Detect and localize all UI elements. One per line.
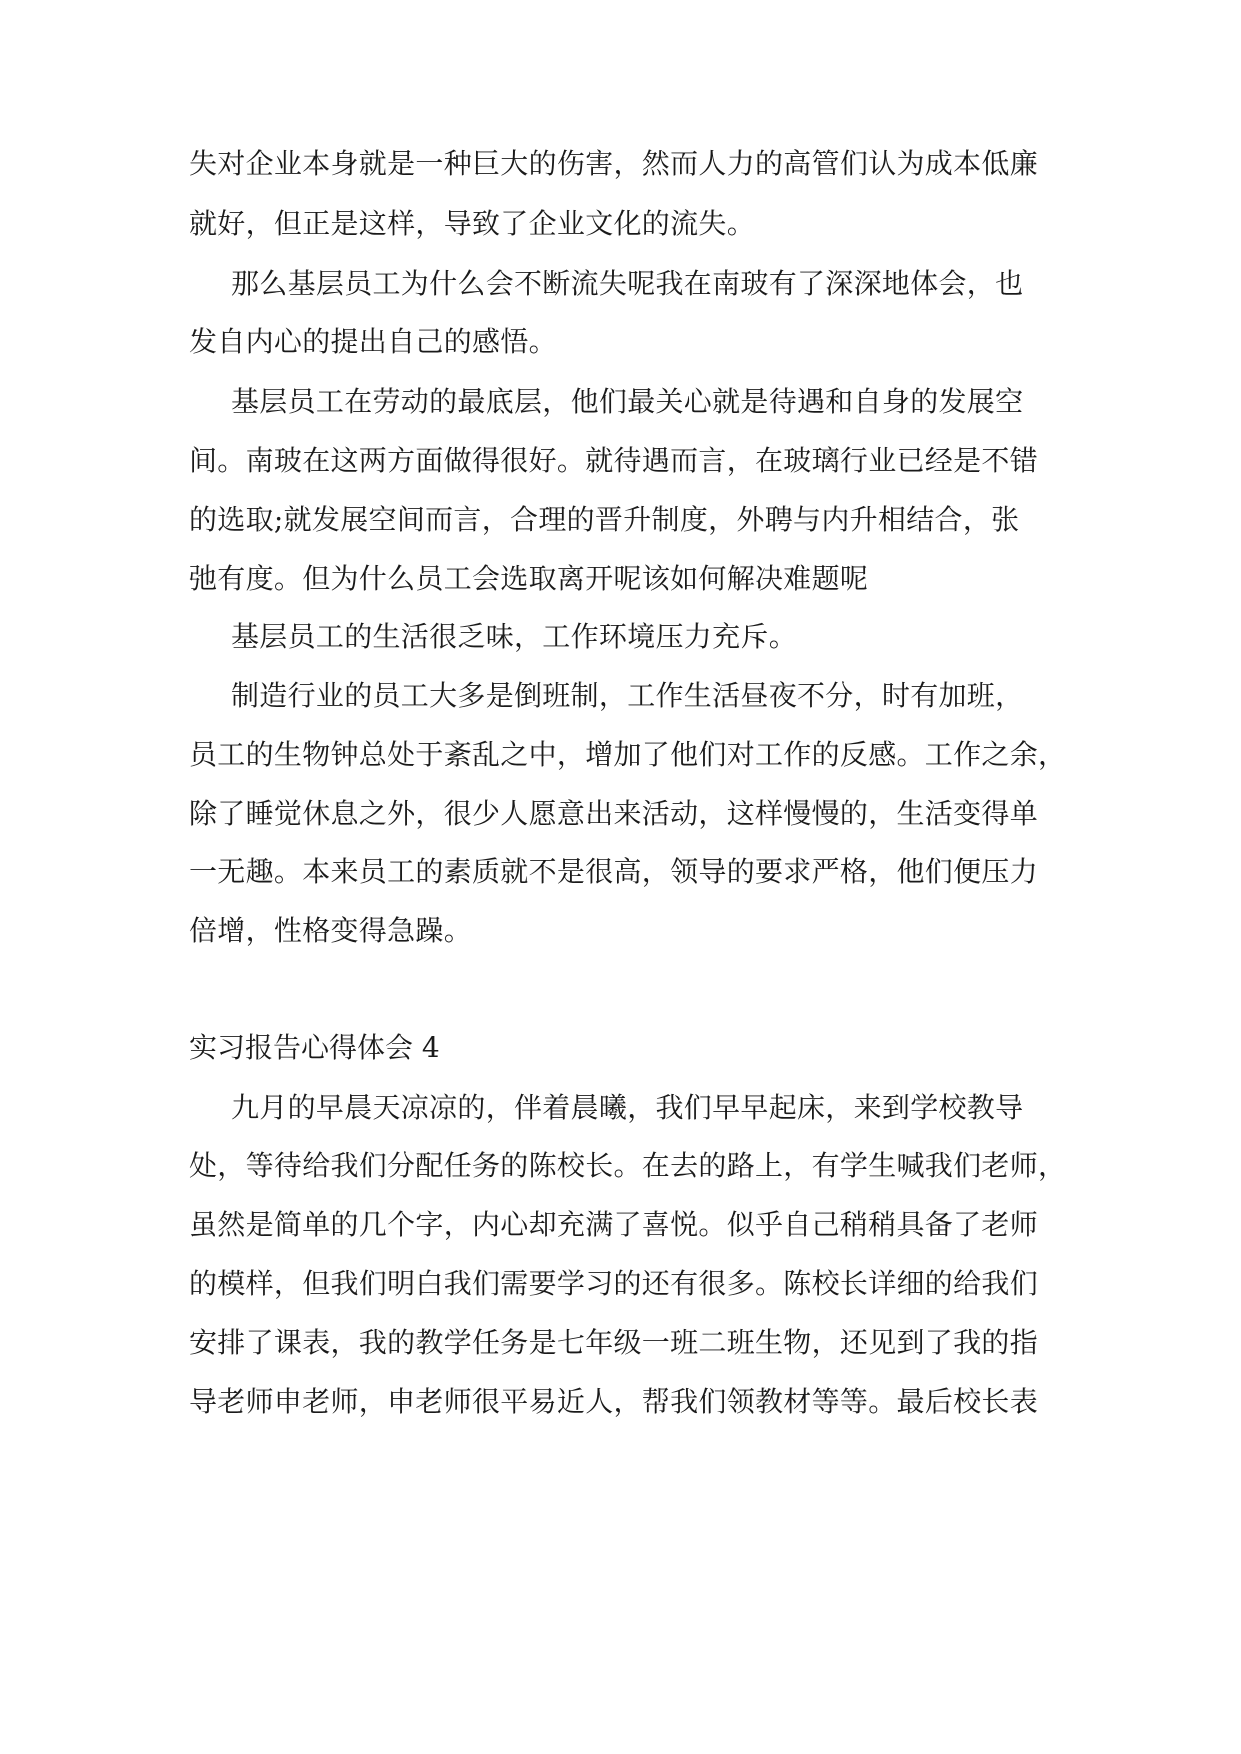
paragraph-line: 就好，但正是这样，导致了企业文化的流失。 (189, 207, 756, 240)
paragraph-line: 导老师申老师，申老师很平易近人，帮我们领教材等等。最后校长表 (189, 1385, 1039, 1418)
paragraph-line: 处，等待给我们分配任务的陈校长。在去的路上，有学生喊我们老师， (189, 1149, 1067, 1182)
paragraph-line: 那么基层员工为什么会不断流失呢我在南玻有了深深地体会，也 (231, 267, 1024, 300)
paragraph-line: 失对企业本身就是一种巨大的伤害，然而人力的高管们认为成本低廉 (189, 147, 1039, 180)
paragraph-line: 制造行业的员工大多是倒班制，工作生活昼夜不分，时有加班， (231, 679, 1024, 712)
section-heading: 实习报告心得体会 4 (189, 1031, 440, 1064)
paragraph-line: 基层员工的生活很乏味，工作环境压力充斥。 (231, 620, 798, 653)
paragraph-line: 安排了课表，我的教学任务是七年级一班二班生物，还见到了我的指 (189, 1326, 1039, 1359)
paragraph-line: 九月的早晨天凉凉的，伴着晨曦，我们早早起床，来到学校教导 (231, 1091, 1024, 1124)
paragraph-line: 倍增，性格变得急躁。 (189, 914, 473, 947)
paragraph-line: 间。南玻在这两方面做得很好。就待遇而言，在玻璃行业已经是不错 (189, 444, 1039, 477)
paragraph-line: 基层员工在劳动的最底层，他们最关心就是待遇和自身的发展空 (231, 385, 1024, 418)
paragraph-line: 除了睡觉休息之外，很少人愿意出来活动，这样慢慢的，生活变得单 (189, 797, 1039, 830)
paragraph-line: 的选取;就发展空间而言，合理的晋升制度，外聘与内升相结合，张 (189, 503, 1020, 536)
paragraph-line: 一无趣。本来员工的素质就不是很高，领导的要求严格，他们便压力 (189, 855, 1039, 888)
paragraph-line: 员工的生物钟总处于紊乱之中，增加了他们对工作的反感。工作之余， (189, 738, 1067, 771)
paragraph-line: 虽然是简单的几个字，内心却充满了喜悦。似乎自己稍稍具备了老师 (189, 1208, 1039, 1241)
paragraph-line: 弛有度。但为什么员工会选取离开呢该如何解决难题呢 (189, 562, 869, 595)
paragraph-line: 的模样，但我们明白我们需要学习的还有很多。陈校长详细的给我们 (189, 1267, 1039, 1300)
paragraph-line: 发自内心的提出自己的感悟。 (189, 325, 557, 358)
